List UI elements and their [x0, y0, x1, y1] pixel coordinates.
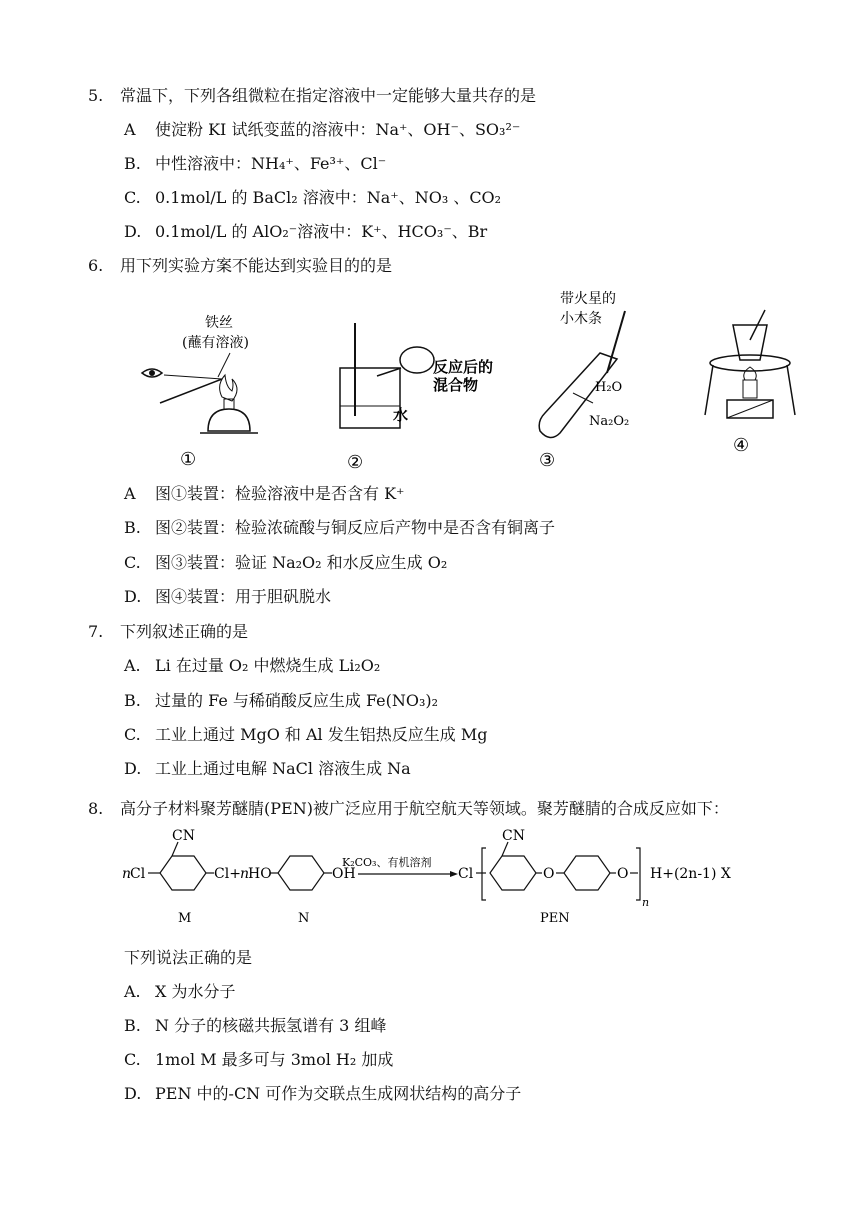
rx-cyano-pen: CN	[502, 828, 525, 844]
q7-option-b: 过量的 Fe 与稀硝酸反应生成 Fe(NO₃)₂	[155, 691, 439, 710]
q8-option-b-label: B.	[124, 1016, 141, 1035]
q5-option-a: 使淀粉 KI 试纸变蓝的溶液中：Na⁺、OH⁻、SO₃²⁻	[155, 120, 521, 139]
q8-option-c-label: C.	[124, 1050, 141, 1069]
q6-option-b: 图②装置：检验浓硫酸与铜反应后产物中是否含有铜离子	[155, 518, 556, 537]
rx-label-m: M	[178, 911, 192, 926]
q5-option-d: 0.1mol/L 的 AlO₂⁻溶液中：K⁺、HCO₃⁻、Br	[155, 222, 488, 241]
fig1-solution-label: (蘸有溶液)	[182, 335, 249, 351]
q7-stem: 下列叙述正确的是	[120, 622, 249, 641]
q6-option-a: 图①装置：检验溶液中是否含有 K⁺	[155, 484, 405, 503]
q5-option-c-label: C.	[124, 188, 141, 207]
q6-option-d: 图④装置：用于胆矾脱水	[155, 587, 332, 606]
figure-4-crucible	[695, 305, 805, 465]
q8-option-b: N 分子的核磁共振氢谱有 3 组峰	[155, 1016, 387, 1035]
rx-chloro-plus: Cl+	[214, 866, 241, 882]
rx-tail: H+(2n-1) X	[650, 866, 731, 882]
q5-option-b: 中性溶液中：NH₄⁺、Fe³⁺、Cl⁻	[155, 154, 387, 173]
q6-option-c-label: C.	[124, 553, 141, 572]
q8-option-d-label: D.	[124, 1084, 142, 1103]
rx-cyano-m: CN	[172, 828, 195, 844]
fig2-number: ②	[347, 452, 364, 473]
figure-2-dilution	[325, 318, 505, 473]
q7-option-a-label: A.	[124, 656, 141, 675]
q6-number: 6.	[88, 256, 104, 275]
q7-option-d-label: D.	[124, 759, 142, 778]
fig3-splint-label-2: 小木条	[560, 311, 602, 327]
rx-label-n: N	[298, 911, 310, 926]
q5-option-b-label: B.	[124, 154, 141, 173]
fig2-water-label: 水	[393, 406, 409, 424]
q6-stem: 用下列实验方案不能达到实验目的的是	[120, 256, 393, 275]
q7-option-b-label: B.	[124, 691, 141, 710]
fig2-mixture-label-2: 混合物	[433, 376, 479, 394]
q8-number: 8.	[88, 799, 104, 818]
rx-hydroxy-left: HO	[248, 866, 272, 882]
fig3-number: ③	[539, 450, 556, 471]
q5-stem: 常温下，下列各组微粒在指定溶液中一定能够大量共存的是	[120, 86, 537, 105]
q8-option-a-label: A.	[124, 982, 141, 1001]
rx-ether-oxygen-2: O	[617, 866, 629, 882]
q6-option-a-label: A	[124, 484, 136, 503]
q7-option-c-label: C.	[124, 725, 141, 744]
q5-number: 5.	[88, 86, 104, 105]
q5-option-a-label: A	[124, 120, 136, 139]
q8-option-c: 1mol M 最多可与 3mol H₂ 加成	[155, 1050, 394, 1069]
rx-hydroxy-right: OH	[332, 866, 356, 882]
q8-sub-stem: 下列说法正确的是	[124, 948, 253, 967]
fig1-number: ①	[180, 449, 197, 470]
q7-option-c: 工业上通过 MgO 和 Al 发生铝热反应生成 Mg	[155, 725, 488, 744]
figure-3-test-tube	[525, 283, 675, 473]
fig3-water-label: H₂O	[595, 380, 623, 395]
rx-chloro-pen: Cl	[458, 866, 474, 882]
fig3-peroxide-label: Na₂O₂	[589, 414, 630, 429]
q8-stem: 高分子材料聚芳醚腈(PEN)被广泛应用于航空航天等领域。聚芳醚腈的合成反应如下：	[120, 799, 729, 818]
q5-option-c: 0.1mol/L 的 BaCl₂ 溶液中：Na⁺、NO₃ 、CO₂	[155, 188, 502, 207]
q8-option-d: PEN 中的-CN 可作为交联点生成网状结构的高分子	[155, 1084, 522, 1103]
figure-1-flame-test	[130, 305, 270, 470]
fig4-number: ④	[733, 435, 750, 456]
reaction-scheme	[110, 828, 830, 928]
fig1-wire-label: 铁丝	[205, 315, 233, 331]
rx-ether-oxygen-1: O	[543, 866, 555, 882]
q7-option-d: 工业上通过电解 NaCl 溶液生成 Na	[155, 759, 411, 778]
rx-repeat-n: n	[642, 896, 650, 909]
q5-option-d-label: D.	[124, 222, 142, 241]
q7-option-a: Li 在过量 O₂ 中燃烧生成 Li₂O₂	[155, 656, 381, 675]
rx-conditions: K₂CO₃、有机溶剂	[342, 856, 432, 869]
q7-number: 7.	[88, 622, 104, 641]
rx-chloro-left: Cl	[130, 866, 146, 882]
rx-label-pen: PEN	[540, 911, 570, 926]
q6-option-c: 图③装置：验证 Na₂O₂ 和水反应生成 O₂	[155, 553, 448, 572]
q8-option-a: X 为水分子	[155, 982, 236, 1001]
q6-option-b-label: B.	[124, 518, 141, 537]
rx-coefficient-m: n	[122, 866, 132, 882]
fig3-splint-label-1: 带火星的	[560, 291, 616, 307]
q6-option-d-label: D.	[124, 587, 142, 606]
rx-coefficient-n: n	[240, 866, 250, 882]
fig2-mixture-label-1: 反应后的	[433, 358, 494, 376]
